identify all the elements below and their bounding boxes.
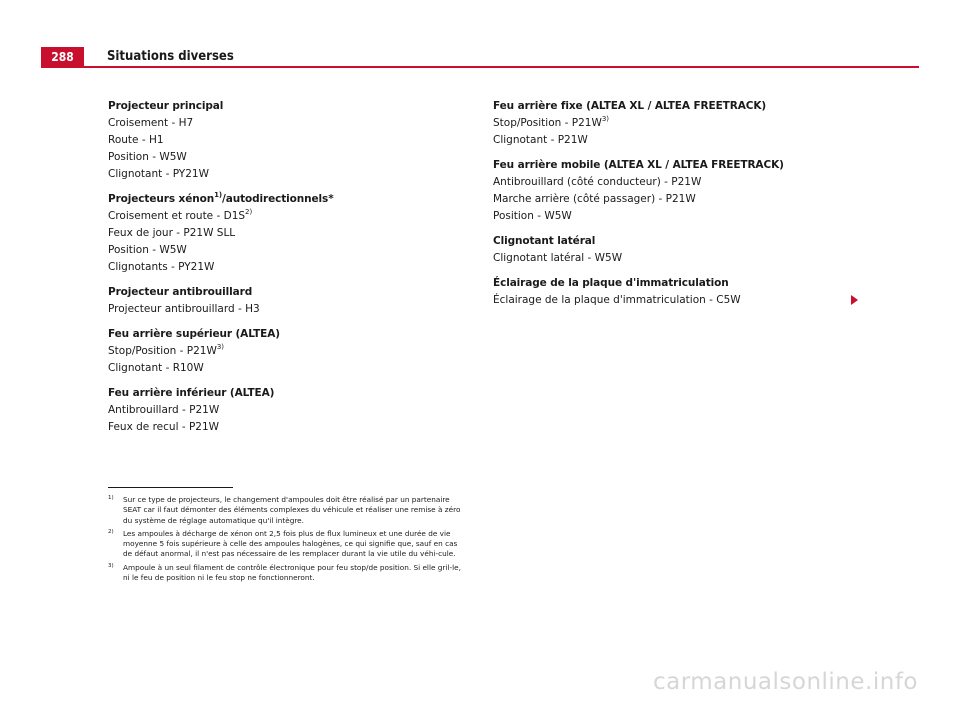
section-title: Feu arrière inférieur (ALTEA): [108, 387, 275, 399]
bulb-item: Position - W5W: [108, 244, 187, 256]
footnote-ref: 2): [245, 208, 253, 216]
section-title: Clignotant latéral: [493, 235, 596, 247]
footnote-ref: 3): [601, 115, 610, 123]
bulb-item: Croisement - H7: [108, 117, 194, 129]
bulb-item: Clignotant - R10W: [108, 362, 204, 374]
section-title: Projecteur antibrouillard: [108, 286, 253, 298]
footnote-number: 1): [108, 495, 114, 501]
bulb-item: Feux de jour - P21W SLL: [108, 227, 236, 239]
footnotes: [108, 495, 468, 586]
bulb-item: Projecteur antibrouillard - H3: [108, 303, 260, 315]
bulb-item: Clignotants - PY21W: [108, 261, 215, 273]
header-rule: [84, 66, 919, 68]
page-title: Situations diverses: [107, 49, 234, 64]
footnote-ref: 1): [214, 191, 222, 199]
bulb-item: Feux de recul - P21W: [108, 421, 220, 433]
footnote: [108, 495, 468, 526]
section-title: Éclairage de la plaque d'immatriculation: [493, 277, 729, 289]
bulb-item: Clignotant - P21W: [493, 134, 588, 146]
bulb-item: Marche arrière (côté passager) - P21W: [493, 193, 696, 205]
bulb-item: Antibrouillard - P21W: [108, 404, 220, 416]
footnote-text: Sur ce type de projecteurs, le changement d'ampoules doit être réalisé par un partenaire SEAT car il faut démonter des éléments complexes du véhicule et réaliser une remise à zéro du système de réglage automatique qu'il intègre.: [123, 495, 461, 525]
page-number: 288: [41, 47, 84, 68]
bulb-item: Clignotant - PY21W: [108, 168, 209, 180]
bulb-item: Route - H1: [108, 134, 164, 146]
left-column: [108, 98, 448, 436]
bulb-item: Éclairage de la plaque d'immatriculation - C5W: [493, 294, 741, 306]
bulb-item: Antibrouillard (côté conducteur) - P21W: [493, 176, 702, 188]
footnote: [108, 529, 468, 560]
footnote-rule: [108, 487, 233, 488]
bulb-item: Stop/Position - $P21W^{3)}$: [493, 115, 610, 129]
footnote-text: Ampoule à un seul filament de contrôle électronique pour feu stop/de position. Si elle gril-le, ni le feu de position ni le feu stop ne fonctionneront.: [123, 562, 461, 583]
bulb-item: Croisement et route - $D1S^{2)}$: [108, 208, 253, 222]
footnote-text: Les ampoules à décharge de xénon ont 2,5 fois plus de flux lumineux et une durée de vie moyenne 5 fois supérieure à celle des ampoules halogènes, ce qui signifie que, sauf en cas de défaut anormal, il n'est pas nécessaire de les remplacer durant la vie utile du véhi-cule.: [123, 528, 458, 559]
section-title: Feu arrière fixe (ALTEA XL / ALTEA FREETRACK): [493, 100, 767, 112]
section-title: Feu arrière supérieur (ALTEA): [108, 328, 280, 340]
section-title: Projecteurs xénon$^{1)}$/autodirectionnels*: [108, 191, 334, 205]
footnote-ref: 3): [216, 343, 225, 351]
section-title: Projecteur principal: [108, 100, 224, 112]
section-title: Feu arrière mobile (ALTEA XL / ALTEA FREETRACK): [493, 159, 784, 171]
watermark: carmanualsonline.info: [652, 669, 918, 695]
footnote: [108, 563, 468, 584]
footnote-number: 3): [108, 562, 114, 569]
footnote-number: 2): [108, 528, 114, 535]
right-triangle-icon: [851, 295, 858, 305]
bulb-item: Position - W5W: [493, 210, 572, 222]
bulb-item: Clignotant latéral - W5W: [493, 252, 623, 264]
right-column: [493, 98, 863, 309]
bulb-item: Position - W5W: [108, 151, 187, 163]
bulb-item: Stop/Position - $P21W^{3)}$: [108, 343, 225, 357]
